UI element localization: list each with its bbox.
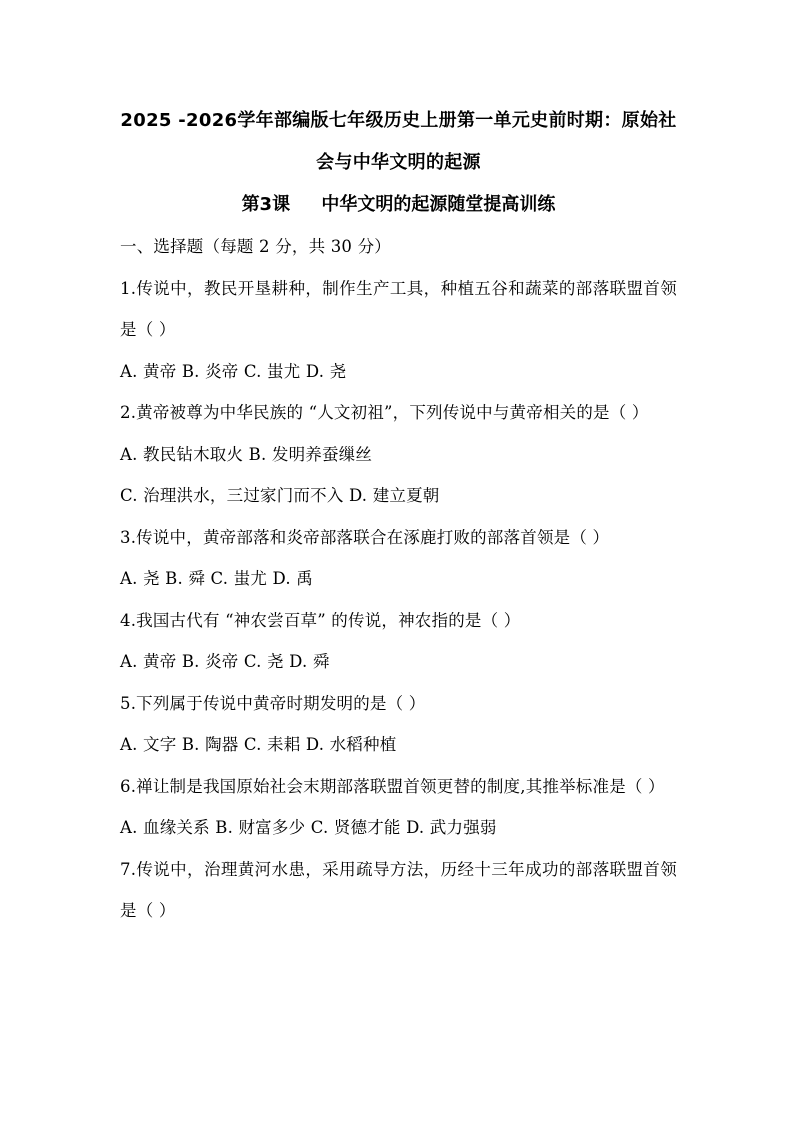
lesson-title: 第3课 中华文明的起源随堂提高训练	[241, 194, 556, 215]
question-3	[120, 517, 677, 600]
question-stem: 3.传说中，黄帝部落和炎帝部落联合在涿鹿打败的部落首领是（ ）	[120, 527, 610, 547]
question-1	[120, 268, 677, 393]
question-options: A. 血缘关系 B. 财富多少 C. 贤德才能 D. 武力强弱	[120, 818, 497, 837]
question-6	[120, 766, 677, 849]
question-options: A. 文字 B. 陶器 C. 耒耜 D. 水稻种植	[120, 735, 397, 754]
question-5	[120, 683, 677, 766]
question-2	[120, 392, 677, 517]
section-heading: 一、选择题（每题 2 分，共 30 分）	[120, 237, 391, 256]
document-title: 2025 -2026学年部编版七年级历史上册第一单元史前时期：原始社会与中华文明的起源	[120, 110, 677, 173]
question-stem: 6.禅让制是我国原始社会末期部落联盟首领更替的制度,其推举标准是（ ）	[120, 776, 665, 796]
question-stem: 5.下列属于传说中黄帝时期发明的是（ ）	[120, 693, 426, 713]
question-options: A. 教民钻木取火 B. 发明养蚕缫丝	[120, 444, 373, 464]
question-4	[120, 600, 677, 683]
question-options: A. 黄帝 B. 炎帝 C. 尧 D. 舜	[120, 652, 330, 671]
question-stem: 1.传说中，教民开垦耕种，制作生产工具，种植五谷和蔬菜的部落联盟首领是（ ）	[120, 278, 677, 339]
question-stem: 7.传说中，治理黄河水患，采用疏导方法，历经十三年成功的部落联盟首领是（ ）	[120, 859, 677, 920]
question-options: A. 黄帝 B. 炎帝 C. 蚩尤 D. 尧	[120, 361, 347, 381]
question-options: C. 治理洪水，三过家门而不入 D. 建立夏朝	[120, 486, 440, 505]
question-options: A. 尧 B. 舜 C. 蚩尤 D. 禹	[120, 569, 313, 588]
question-7	[120, 849, 677, 932]
question-stem: 4.我国古代有 “神农尝百草” 的传说，神农指的是（ ）	[120, 610, 521, 630]
question-stem: 2.黄帝被尊为中华民族的 “人文初祖”，下列传说中与黄帝相关的是（ ）	[120, 403, 649, 422]
